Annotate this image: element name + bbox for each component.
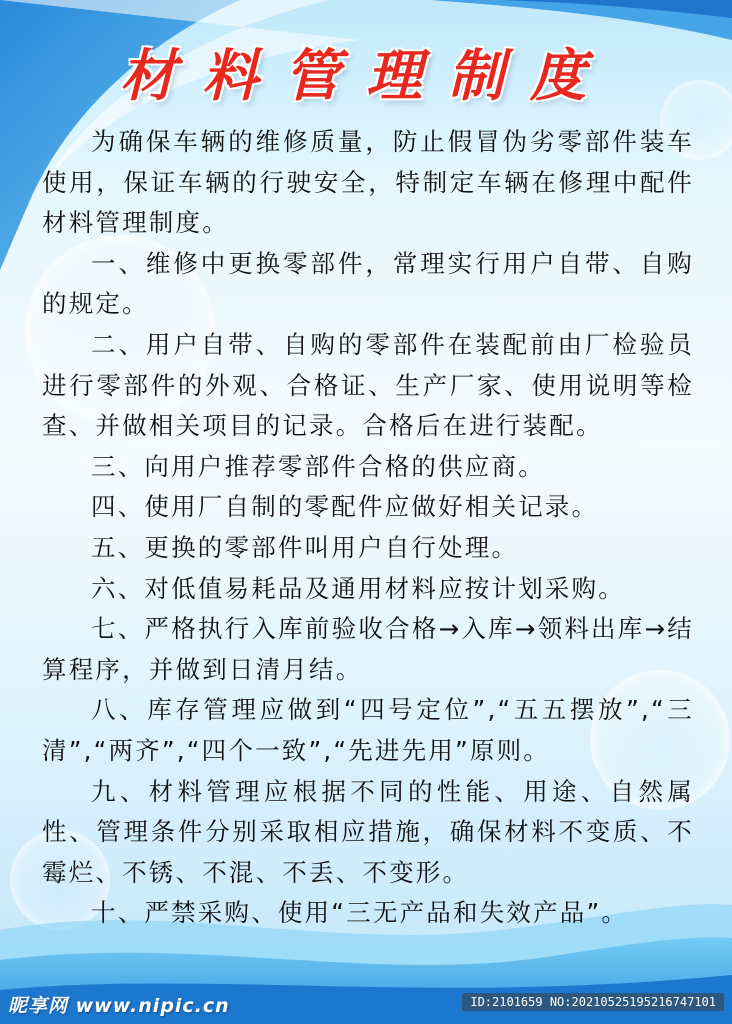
watermark-id: ID:2101659 NO:20210525195216747101 <box>462 993 724 1011</box>
rule-item-8: 八、库存管理应做到“四号定位”,“五五摆放”,“三清”,“两齐”,“四个一致”,“先进先用”原则。 <box>42 695 694 765</box>
rule-item-2: 二、用户自带、自购的零部件在装配前由厂检验员进行零部件的外观、合格证、生产厂家、使用说明等检查、并做相关项目的记录。合格后在进行装配。 <box>42 329 694 441</box>
watermark-footer <box>0 985 732 1024</box>
rule-item-1: 一、维修中更换零部件，常理实行用户自带、自购的规定。 <box>42 248 694 319</box>
regulation-body <box>42 122 694 934</box>
rule-item-4: 四、使用厂自制的零配件应做好相关记录。 <box>91 492 599 522</box>
rule-item-5: 五、更换的零部件叫用户自行处理。 <box>91 532 519 562</box>
rule-item-7: 七、严格执行入库前验收合格→入库→领料出库→结算程序，并做到日清月结。 <box>42 614 694 684</box>
intro-paragraph: 为确保车辆的维修质量，防止假冒伪劣零部件装车使用，保证车辆的行驶安全，特制定车辆在修理中配件材料管理制度。 <box>42 127 694 238</box>
rule-item-10: 十、严禁采购、使用“三无产品和失效产品”。 <box>91 898 629 928</box>
page-title: 材料管理制度 <box>120 43 612 109</box>
watermark-logo: 昵享网 www.nipic.cn <box>8 995 230 1017</box>
rule-item-3: 三、向用户推荐零部件合格的供应商。 <box>91 451 545 481</box>
rule-item-6: 六、对低值易耗品及通用材料应按计划采购。 <box>91 573 625 603</box>
rule-item-9: 九、材料管理应根据不同的性能、用途、自然属性、管理条件分别采取相应措施，确保材料不变质、不霉烂、不锈、不混、不丢、不变形。 <box>42 776 694 887</box>
